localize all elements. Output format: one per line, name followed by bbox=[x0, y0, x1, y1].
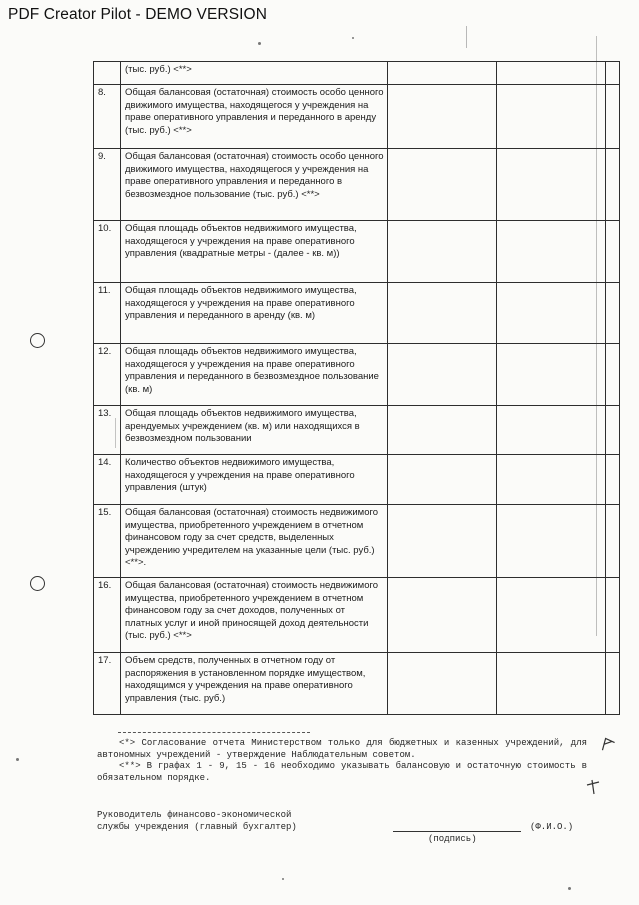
row-description: Общая площадь объектов недвижимого имущества, находящегося у учреждения на праве оперативного управления и переданного в аренду (кв. м) bbox=[121, 283, 388, 344]
row-description: Общая площадь объектов недвижимого имущества, арендуемых учреждением (кв. м) или находящихся в безвозмездном пользовании bbox=[121, 406, 388, 455]
row-description: Общая площадь объектов недвижимого имущества, находящегося у учреждения на праве оперативного управления и переданного в безвозмездное пользование (кв. м) bbox=[121, 344, 388, 406]
footnote-2: <**> В графах 1 - 9, 15 - 16 необходимо указывать балансовую и остаточную стоимость в обязательном порядке. bbox=[97, 761, 587, 783]
punch-hole bbox=[30, 576, 45, 591]
table-row bbox=[94, 406, 620, 455]
table-row bbox=[94, 283, 620, 344]
value-cell bbox=[388, 578, 497, 653]
table-row bbox=[94, 221, 620, 283]
value-cell bbox=[388, 85, 497, 149]
signature-title-line-2: службы учреждения (главный бухгалтер) bbox=[97, 822, 297, 832]
row-description: Общая балансовая (остаточная) стоимость особо ценного движимого имущества, находящегося у учреждения на праве оперативного управления и переданного в аренду (тыс. руб.) <**> bbox=[121, 85, 388, 149]
row-number: 14. bbox=[94, 455, 121, 505]
value-cell bbox=[606, 653, 620, 715]
value-cell bbox=[388, 406, 497, 455]
value-cell bbox=[606, 149, 620, 221]
signature-block bbox=[97, 809, 297, 833]
scan-artifact-line bbox=[466, 26, 467, 48]
value-cell bbox=[497, 406, 606, 455]
row-description: Общая площадь объектов недвижимого имущества, находящегося у учреждения на праве оперативного управления (квадратные метры - (далее - кв. м)) bbox=[121, 221, 388, 283]
row-number: 9. bbox=[94, 149, 121, 221]
fio-caption: (Ф.И.О.) bbox=[530, 822, 574, 832]
row-description: Общая балансовая (остаточная) стоимость особо ценного движимого имущества, находящегося у учреждения на праве оперативного управления и переданного в безвозмездное пользование (тыс. руб.) <**> bbox=[121, 149, 388, 221]
value-cell bbox=[606, 578, 620, 653]
footnote-1: <*> Согласование отчета Министерством только для бюджетных и казенных учреждений, для автономных учреждений - утверждение Наблюдательным советом. bbox=[97, 738, 587, 760]
table-row bbox=[94, 62, 620, 85]
value-cell bbox=[497, 505, 606, 578]
table-row bbox=[94, 505, 620, 578]
handwritten-mark-icon bbox=[597, 734, 618, 756]
value-cell bbox=[388, 344, 497, 406]
value-cell bbox=[606, 62, 620, 85]
value-cell bbox=[388, 505, 497, 578]
value-cell bbox=[497, 455, 606, 505]
row-number: 13. bbox=[94, 406, 121, 455]
value-cell bbox=[497, 62, 606, 85]
footnotes bbox=[97, 738, 587, 784]
table-row bbox=[94, 344, 620, 406]
value-cell bbox=[497, 283, 606, 344]
value-cell bbox=[606, 344, 620, 406]
value-cell bbox=[606, 283, 620, 344]
punch-hole bbox=[30, 333, 45, 348]
footnote-separator bbox=[118, 732, 310, 733]
scan-speck bbox=[282, 878, 284, 880]
value-cell bbox=[606, 505, 620, 578]
row-number: 15. bbox=[94, 505, 121, 578]
table-row bbox=[94, 578, 620, 653]
value-cell bbox=[388, 62, 497, 85]
row-number: 17. bbox=[94, 653, 121, 715]
row-description: (тыс. руб.) <**> bbox=[121, 62, 388, 85]
demo-watermark-banner: PDF Creator Pilot - DEMO VERSION bbox=[8, 6, 267, 23]
value-cell bbox=[606, 221, 620, 283]
value-cell bbox=[606, 455, 620, 505]
table-row bbox=[94, 455, 620, 505]
value-cell bbox=[388, 653, 497, 715]
row-number: 16. bbox=[94, 578, 121, 653]
row-description: Объем средств, полученных в отчетном году от распоряжения в установленном порядке имуществом, находящимся у учреждения на праве оперативного управления (тыс. руб.) bbox=[121, 653, 388, 715]
value-cell bbox=[497, 221, 606, 283]
row-number: 8. bbox=[94, 85, 121, 149]
row-description: Количество объектов недвижимого имущества, находящегося у учреждения на праве оперативного управления (штук) bbox=[121, 455, 388, 505]
property-report-table bbox=[93, 61, 620, 715]
value-cell bbox=[497, 149, 606, 221]
value-cell bbox=[497, 653, 606, 715]
row-number: 12. bbox=[94, 344, 121, 406]
scan-speck bbox=[16, 758, 19, 761]
value-cell bbox=[388, 455, 497, 505]
value-cell bbox=[606, 406, 620, 455]
value-cell bbox=[388, 221, 497, 283]
row-description: Общая балансовая (остаточная) стоимость недвижимого имущества, приобретенного учреждением в отчетном финансовом году за счет средств, выделенных учреждению учредителем на указанные цели (тыс. руб.) <**>. bbox=[121, 505, 388, 578]
handwritten-mark-icon bbox=[586, 779, 600, 799]
row-description: Общая балансовая (остаточная) стоимость недвижимого имущества, приобретенного учреждением в отчетном финансовом году за счет доходов, полученных от платных услуг и иной приносящей доход деятельности (тыс. руб.) <**> bbox=[121, 578, 388, 653]
value-cell bbox=[497, 344, 606, 406]
scan-speck bbox=[352, 37, 354, 39]
scan-speck bbox=[568, 887, 571, 890]
row-number bbox=[94, 62, 121, 85]
signature-title-line-1: Руководитель финансово-экономической bbox=[97, 810, 292, 820]
table-row bbox=[94, 85, 620, 149]
value-cell bbox=[497, 85, 606, 149]
value-cell bbox=[388, 149, 497, 221]
scan-speck bbox=[258, 42, 261, 45]
row-number: 10. bbox=[94, 221, 121, 283]
row-number: 11. bbox=[94, 283, 121, 344]
signature-caption: (подпись) bbox=[428, 834, 477, 844]
signature-line bbox=[393, 831, 521, 832]
value-cell bbox=[497, 578, 606, 653]
table-row bbox=[94, 149, 620, 221]
table-row bbox=[94, 653, 620, 715]
value-cell bbox=[606, 85, 620, 149]
value-cell bbox=[388, 283, 497, 344]
